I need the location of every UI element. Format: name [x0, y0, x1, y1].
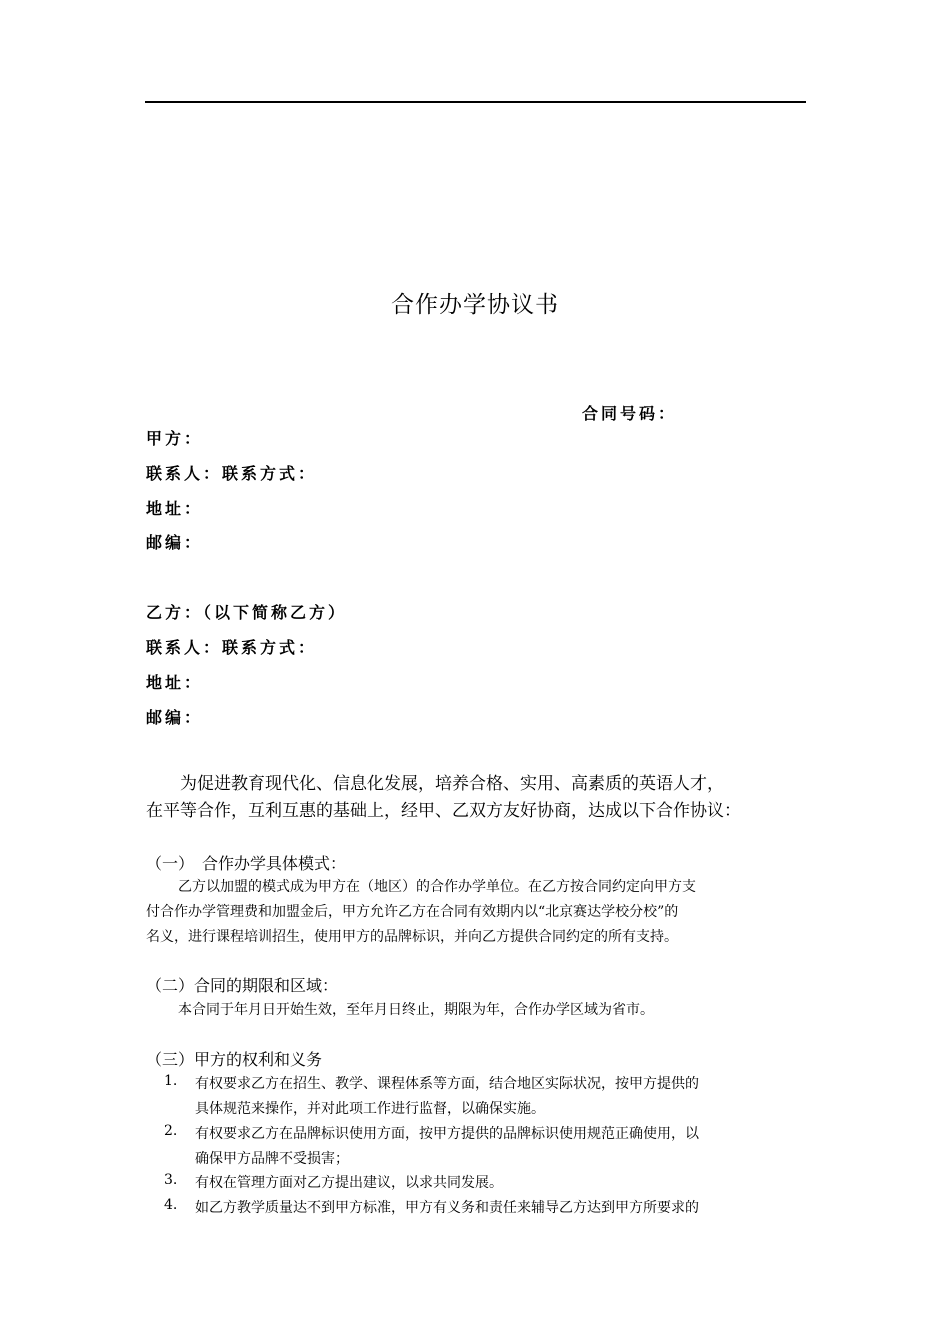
- intro-line-2: 在平等合作，互利互惠的基础上，经甲、乙双方友好协商，达成以下合作协议：: [146, 801, 741, 821]
- document-title: 合作办学协议书: [391, 292, 559, 318]
- party-a-name-label: 甲方：: [146, 429, 204, 448]
- party-b-name-label: 乙方：（以下简称乙方）: [146, 603, 348, 622]
- party-a-postcode-label: 邮编：: [146, 533, 204, 552]
- section-1-line-2: 付合作办学管理费和加盟金后，甲方允许乙方在合同有效期内以“北京赛达学校分校”的: [146, 904, 679, 920]
- list-item-number: 4.: [164, 1197, 178, 1213]
- party-b-address-label: 地址：: [146, 673, 204, 692]
- list-item-text: 有权要求乙方在品牌标识使用方面，按甲方提供的品牌标识使用规范正确使用，以: [195, 1126, 699, 1142]
- list-item-text: 确保甲方品牌不受损害；: [195, 1151, 349, 1167]
- header-rule: [145, 101, 806, 103]
- section-2-heading: （二）合同的期限和区域：: [146, 976, 339, 995]
- contract-number-label: 合同号码：: [582, 404, 678, 423]
- intro-line-1: 为促进教育现代化、信息化发展，培养合格、实用、高素质的英语人才，: [180, 774, 724, 794]
- party-a-address-label: 地址：: [146, 499, 204, 518]
- section-1-line-3: 名义，进行课程培训招生，使用甲方的品牌标识，并向乙方提供合同约定的所有支持。: [146, 929, 678, 945]
- list-item-text: 具体规范来操作，并对此项工作进行监督，以确保实施。: [195, 1101, 545, 1117]
- list-item-number: 1.: [164, 1073, 178, 1089]
- list-item-number: 3.: [164, 1172, 178, 1188]
- list-item-number: 2.: [164, 1123, 178, 1139]
- list-item-text: 有权要求乙方在招生、教学、课程体系等方面，结合地区实际状况，按甲方提供的: [195, 1076, 699, 1092]
- list-item-text: 如乙方教学质量达不到甲方标准，甲方有义务和责任来辅导乙方达到甲方所要求的: [195, 1200, 699, 1216]
- section-2-line: 本合同于年月日开始生效，至年月日终止，期限为年，合作办学区域为省市。: [178, 1002, 654, 1018]
- list-item-text: 有权在管理方面对乙方提出建议，以求共同发展。: [195, 1175, 503, 1191]
- section-3-heading: （三）甲方的权利和义务: [146, 1050, 323, 1069]
- party-b-contact-label: 联系人：联系方式：: [146, 638, 318, 657]
- section-1-heading: （一） 合作办学具体模式：: [146, 854, 347, 873]
- party-b-postcode-label: 邮编：: [146, 708, 204, 727]
- section-1-line-1: 乙方以加盟的模式成为甲方在（地区）的合作办学单位。在乙方按合同约定向甲方支: [178, 879, 696, 895]
- party-a-contact-label: 联系人：联系方式：: [146, 464, 318, 483]
